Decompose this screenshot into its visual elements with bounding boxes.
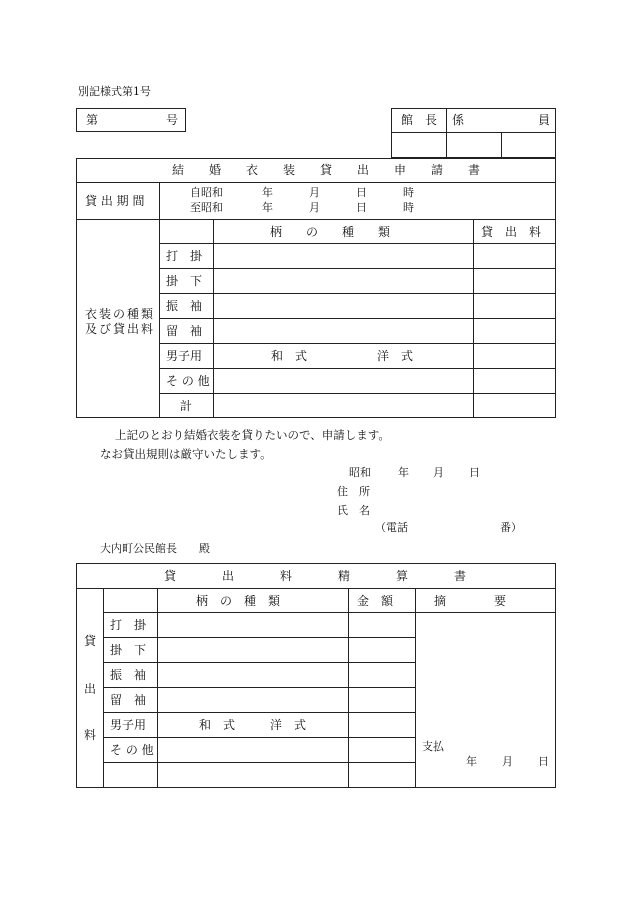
statement-2: なお貸出規則は厳守いたします。 xyxy=(100,447,272,461)
app-title-2: 婚 xyxy=(209,163,222,177)
set-header-remarks: 摘 要 xyxy=(434,594,507,608)
approval-kakari: 係 xyxy=(452,113,465,127)
set-row-uchikake: 打 掛 xyxy=(110,618,147,632)
period-to-month: 月 xyxy=(309,201,320,214)
set-payment-year: 年 xyxy=(466,755,477,768)
costume-label-2: 及び貸出料 xyxy=(85,322,156,336)
app-title-5: 貸 xyxy=(320,163,333,177)
app-row-furisode: 振 袖 xyxy=(166,299,203,313)
date-day: 日 xyxy=(469,466,480,479)
app-header-fee: 貸 出 料 xyxy=(481,225,542,239)
number-dai: 第 xyxy=(86,113,99,127)
date-month: 月 xyxy=(433,466,444,479)
app-title-1: 結 xyxy=(172,163,185,177)
app-header-design: 柄 の 種 類 xyxy=(270,225,391,239)
period-to-hour: 時 xyxy=(403,201,414,214)
set-row-male: 男子用 xyxy=(110,718,147,732)
app-row-other: そ の 他 xyxy=(166,374,210,388)
approval-in: 員 xyxy=(538,113,551,127)
set-payment-month: 月 xyxy=(502,755,513,768)
statement-1: 上記のとおり結婚衣装を貸りたいので、申請します。 xyxy=(115,428,390,442)
set-title-5: 算 xyxy=(396,569,409,583)
app-row-uchikake: 打 掛 xyxy=(166,249,203,263)
set-side-1: 貸 xyxy=(84,634,97,648)
set-side-2: 出 xyxy=(84,682,97,696)
date-era: 昭和 xyxy=(349,466,371,479)
number-go: 号 xyxy=(166,113,179,127)
date-year: 年 xyxy=(398,466,409,479)
app-row-total: 計 xyxy=(180,399,193,413)
app-title-6: 出 xyxy=(357,163,370,177)
app-row-male: 男子用 xyxy=(166,349,203,363)
period-from-prefix: 自昭和 xyxy=(190,186,223,199)
phone-close: 番） xyxy=(500,521,522,534)
period-to-year: 年 xyxy=(262,201,273,214)
set-male-wa: 和 式 xyxy=(199,718,236,732)
phone-open: （電話 xyxy=(375,521,408,534)
addressee: 大内町公民館長 殿 xyxy=(100,542,210,555)
period-from-month: 月 xyxy=(309,186,320,199)
app-male-yo: 洋 式 xyxy=(377,349,414,363)
period-from-day: 日 xyxy=(356,186,367,199)
app-title-8: 請 xyxy=(431,163,444,177)
app-row-tomesode: 留 袖 xyxy=(166,324,203,338)
set-side-3: 料 xyxy=(84,728,97,742)
app-title-9: 書 xyxy=(468,163,481,177)
set-male-yo: 洋 式 xyxy=(270,718,307,732)
set-row-kakeshita: 掛 下 xyxy=(110,643,147,657)
set-header-amount: 金 額 xyxy=(357,594,394,608)
set-row-furisode: 振 袖 xyxy=(110,668,147,682)
approval-kancho: 館 長 xyxy=(401,113,438,127)
set-title-3: 料 xyxy=(280,569,293,583)
set-title-1: 貸 xyxy=(164,569,177,583)
set-title-2: 出 xyxy=(222,569,235,583)
period-label: 貸 出 期 間 xyxy=(85,194,145,208)
set-title-6: 書 xyxy=(454,569,467,583)
address-label: 住 所 xyxy=(337,485,370,498)
app-title-7: 申 xyxy=(394,163,407,177)
app-title-3: 衣 xyxy=(246,163,259,177)
period-to-prefix: 至昭和 xyxy=(190,201,223,214)
costume-label-1: 衣装の種類 xyxy=(85,307,156,321)
name-label: 氏 名 xyxy=(337,504,370,517)
set-header-design: 柄 の 種 類 xyxy=(196,594,281,608)
set-title-4: 精 xyxy=(338,569,351,583)
period-from-hour: 時 xyxy=(403,186,414,199)
set-row-tomesode: 留 袖 xyxy=(110,693,147,707)
app-title-4: 装 xyxy=(283,163,296,177)
period-from-year: 年 xyxy=(262,186,273,199)
period-to-day: 日 xyxy=(356,201,367,214)
set-payment-day: 日 xyxy=(538,755,549,768)
app-row-kakeshita: 掛 下 xyxy=(166,274,203,288)
set-row-other: そ の 他 xyxy=(110,743,154,757)
form-label: 別記様式第1号 xyxy=(78,85,151,98)
set-payment-label: 支払 xyxy=(422,740,444,753)
app-male-wa: 和 式 xyxy=(271,349,308,363)
